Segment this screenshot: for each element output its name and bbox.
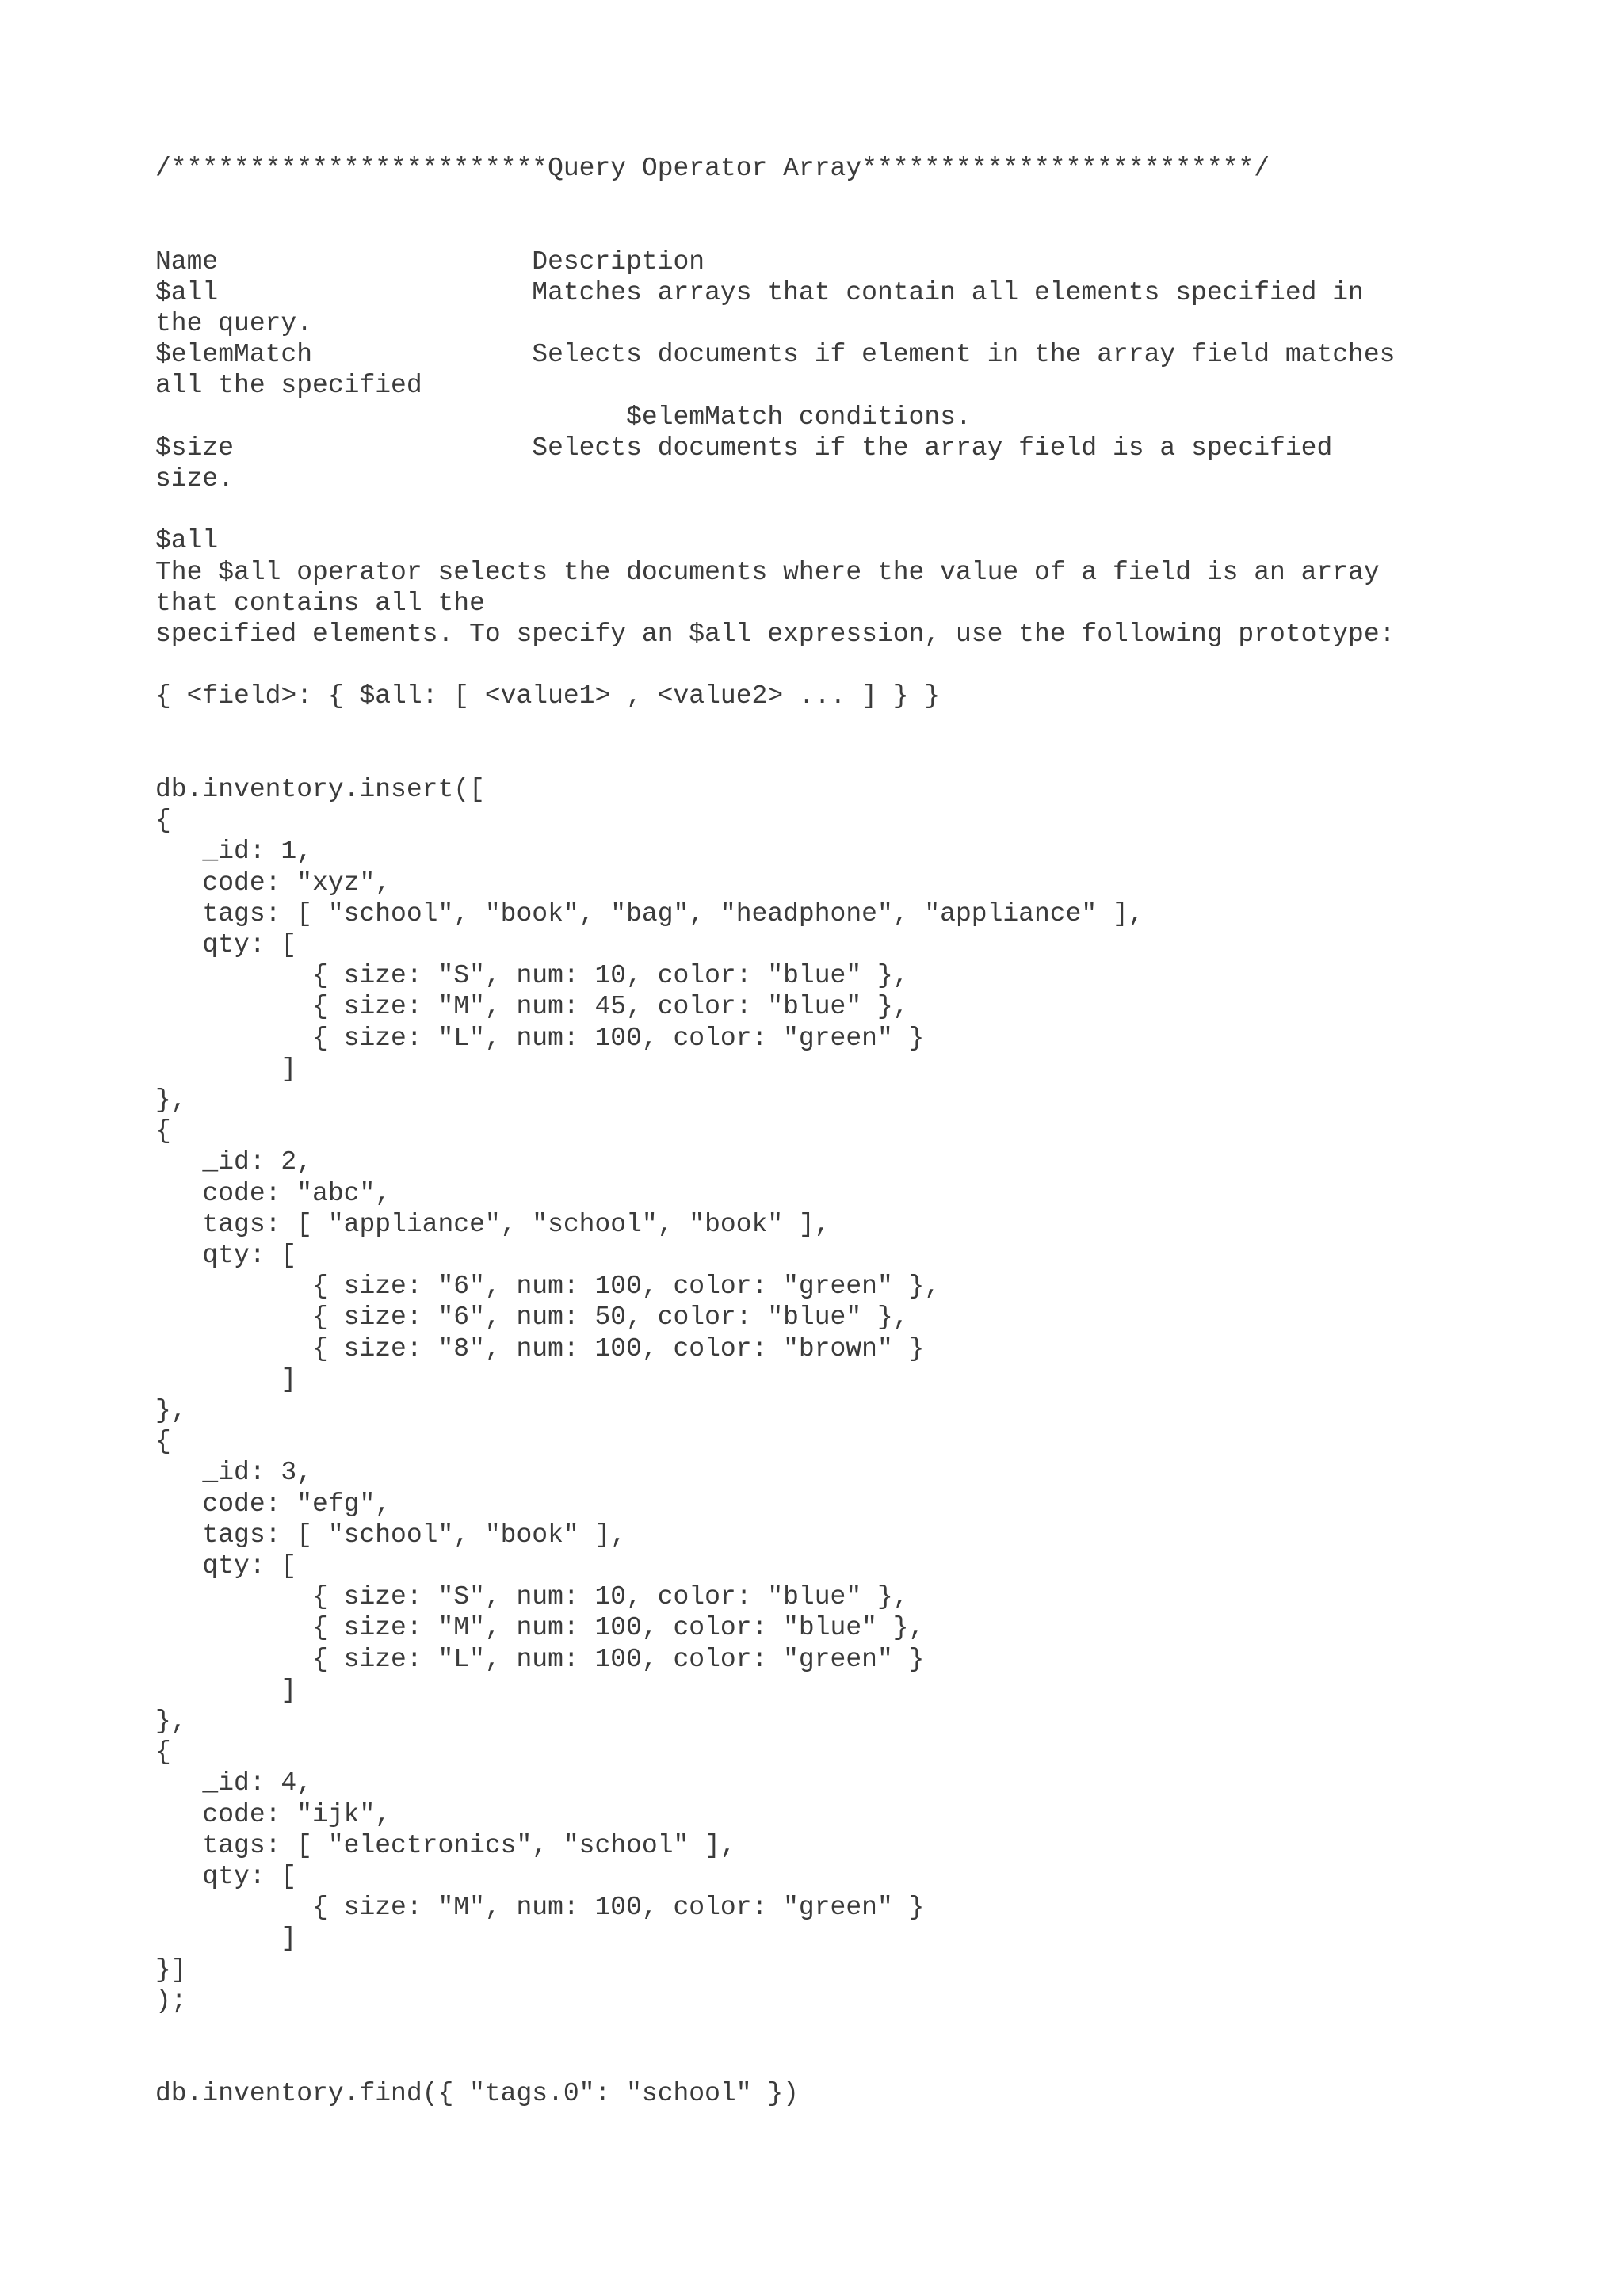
- document-line: The $all operator selects the documents where the value of a field is an array: [155, 557, 1380, 587]
- document-line: { size: "S", num: 10, color: "blue" },: [155, 1582, 909, 1612]
- document-line: [155, 743, 1395, 774]
- document-line: { size: "8", num: 100, color: "brown" }: [155, 1333, 925, 1363]
- document-line: }]: [155, 1955, 187, 1985]
- document-line: db.inventory.find({ "tags.0": "school" }): [155, 2079, 799, 2109]
- document-line: { size: "L", num: 100, color: "green" }: [155, 1644, 925, 1674]
- document-line: tags: [ "school", "book", "bag", "headphone", "appliance" ],: [155, 898, 1144, 929]
- document-line: [155, 650, 1395, 681]
- document-line: { size: "S", num: 10, color: "blue" },: [155, 961, 909, 991]
- document-line: { size: "M", num: 45, color: "blue" },: [155, 992, 909, 1022]
- document-line: qty: [: [155, 1862, 297, 1892]
- document-line: [155, 2016, 1395, 2047]
- document-line: [155, 712, 1395, 743]
- document-line: /************************Query Operator Array*************************/: [155, 154, 1270, 183]
- document-line: ]: [155, 1054, 297, 1084]
- document-line: {: [155, 1116, 171, 1146]
- document-line: the query.: [155, 308, 313, 338]
- document-line: _id: 1,: [155, 837, 313, 867]
- document-line: { size: "6", num: 50, color: "blue" },: [155, 1302, 909, 1333]
- document-line: code: "efg",: [155, 1489, 391, 1519]
- document-line: $all: [155, 526, 219, 556]
- document-line: {: [155, 1737, 171, 1768]
- document-line: _id: 2,: [155, 1147, 313, 1177]
- document-line: [155, 2047, 1395, 2078]
- document-line: ]: [155, 1924, 297, 1954]
- document-line: qty: [: [155, 1241, 297, 1271]
- document-line: qty: [: [155, 929, 297, 959]
- document-line: ]: [155, 1364, 297, 1394]
- document-line: { size: "6", num: 100, color: "green" },: [155, 1272, 941, 1302]
- document-line: $size Selects documents if the array field is a specified: [155, 433, 1333, 463]
- document-text: [155, 153, 1395, 2110]
- document-line: code: "ijk",: [155, 1799, 391, 1829]
- document-line: );: [155, 1985, 187, 2016]
- document-line: Name Description: [155, 246, 705, 277]
- document-line: },: [155, 1707, 187, 1737]
- document-line: ]: [155, 1675, 297, 1705]
- document-line: tags: [ "electronics", "school" ],: [155, 1830, 736, 1860]
- document-line: qty: [: [155, 1551, 297, 1581]
- document-line: tags: [ "school", "book" ],: [155, 1520, 627, 1550]
- document-line: [155, 184, 1395, 215]
- document-line: tags: [ "appliance", "school", "book" ],: [155, 1209, 831, 1239]
- document-line: that contains all the: [155, 588, 485, 618]
- document-line: code: "xyz",: [155, 868, 391, 898]
- document-line: all the specified: [155, 371, 422, 401]
- document-line: {: [155, 806, 171, 836]
- document-line: { size: "M", num: 100, color: "blue" },: [155, 1613, 925, 1643]
- document-line: size.: [155, 464, 235, 494]
- document-line: db.inventory.insert([: [155, 774, 485, 804]
- document-line: [155, 215, 1395, 246]
- document-line: specified elements. To specify an $all expression, use the following prototype:: [155, 620, 1396, 649]
- document-line: { size: "M", num: 100, color: "green" }: [155, 1893, 925, 1923]
- document-line: $elemMatch Selects documents if element in the array field matches: [155, 340, 1396, 370]
- document-line: { <field>: { $all: [ <value1> , <value2> ... ] } }: [155, 681, 941, 711]
- document-line: },: [155, 1396, 187, 1426]
- document-line: {: [155, 1427, 171, 1457]
- document-line: $all Matches arrays that contain all elements specified in: [155, 277, 1364, 307]
- document-line: _id: 3,: [155, 1458, 313, 1488]
- document-line: $elemMatch conditions.: [155, 402, 972, 432]
- document-line: { size: "L", num: 100, color: "green" }: [155, 1023, 925, 1053]
- document-line: code: "abc",: [155, 1178, 391, 1208]
- document-line: },: [155, 1085, 187, 1115]
- document-line: _id: 4,: [155, 1768, 313, 1798]
- document-line: [155, 494, 1395, 525]
